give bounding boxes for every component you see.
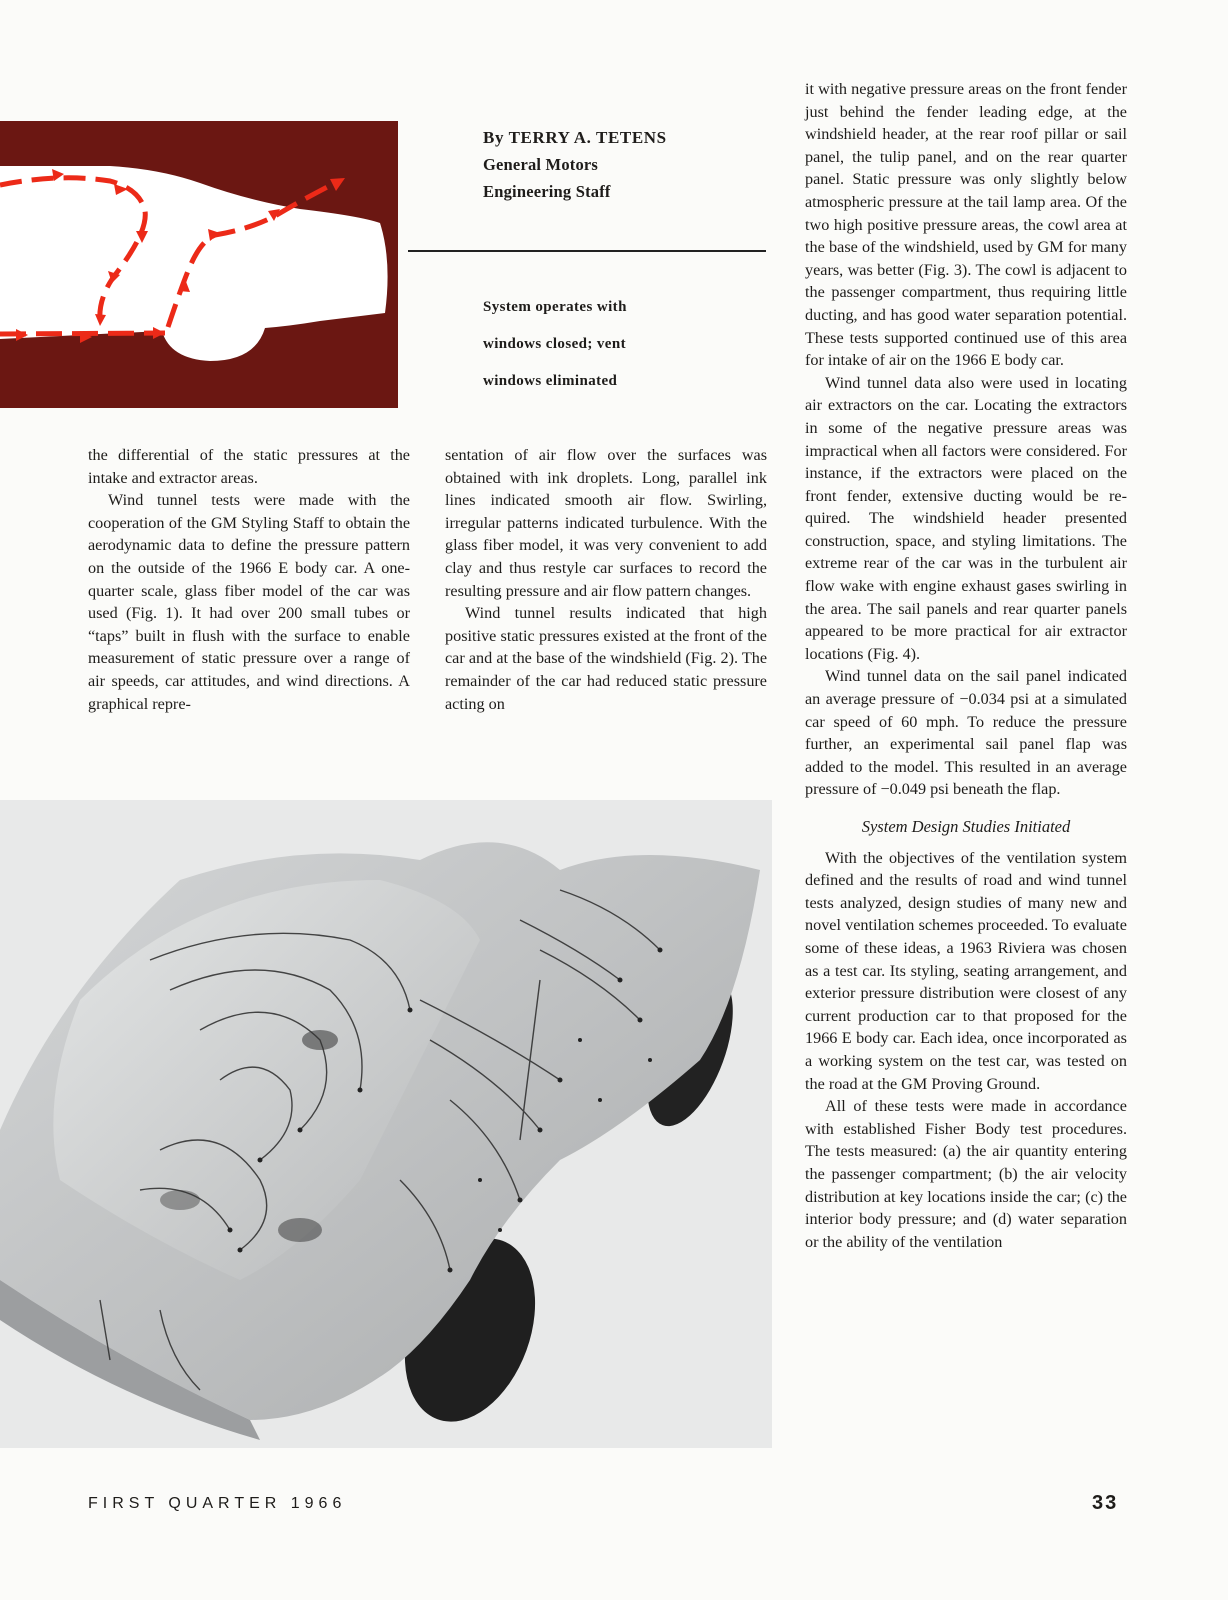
paragraph: Wind tunnel results indicated that high positive static pressures existed at the front of the car and at the base of the windshield (Fig. 2). The remainder of the car had reduced static pressure acting on [445,604,767,713]
paragraph: sentation of air flow over the surfaces was obtained with ink droplets. Long, parallel ink lines indicated smooth air flow. Swirling, irregular patterns indicated turbulence. With the glass fiber model, it was very convenient to add clay and thus restyle car surfaces to record the resulting pressure and air flow pattern changes. [445,446,767,600]
paragraph: it with negative pressure areas on the front fender just behind the fender leading edge, at the windshield header, at the rear roof pillar or sail panel, the tulip panel, and on the rear quarter panel. Static pressure was only slightly below atmospheric pressure at the tail lamp area. Of the two high positive pressure areas, the cowl area at the base of the windshield, used by GM for many years, was better (Fig. 3). The cowl is adjacent to the passenger compartment, thus requiring little ducting, and has good water separation potential. These tests supported continued use of this area for intake of air on the 1966 E body car. [805,80,1127,370]
pull-quote [483,289,763,400]
text-column-2 [445,444,767,715]
pull-quote-line: windows eliminated [483,373,618,389]
paragraph: Wind tunnel data also were used in locating air extractors on the car. Locating the extractors in some of the negative pressure areas was impractical when all factors were considered. For instance, if the extractors were placed on the front fender, extensive ducting would be required. The windshield header presented construction, space, and styling limitations. The extreme rear of the car was in the turbulent air flow wake with engine exhaust gases swirling in the area. The sail panels and rear quarter panels appeared to be more practical for air extractor locations (Fig. 4). [805,373,1127,663]
text-column-3 [805,78,1127,1253]
car-model-image-icon [0,800,772,1448]
section-subheading: System Design Studies Initiated [861,817,1071,836]
pull-quote-line: System operates with [483,299,627,315]
text-column-1 [88,444,410,715]
paragraph: Wind tunnel tests were made with the cooperation of the GM Styling Staff to obtain the aerodynamic data to define the pressure pattern on the outside of the 1966 E body car. A one-quarter scale, glass fiber model of the car was used (Fig. 1). It had over 200 small tubes or “taps” built in flush with the surface to enable measurement of static pressure over a range of air speeds, car attitudes, and wind directions. A graphical repre- [88,491,410,713]
author-department: Engineering Staff [483,182,611,201]
pull-quote-line: windows closed; vent [483,336,627,352]
paragraph: Wind tunnel data on the sail panel indicated an average pressure of −0.034 psi at a simulated car speed of 60 mph. To reduce the pressure further, an experimental sail panel flap was added to the model. This resulted in an average pressure of −0.049 psi beneath the flap. [805,667,1127,799]
paragraph: the differential of the static pressures at the intake and extractor areas. [88,446,410,487]
publication-issue: FIRST QUARTER 1966 [88,1495,347,1512]
author-name: By TERRY A. TETENS [483,128,667,147]
byline [483,124,763,205]
paragraph: With the objectives of the ventilation system defined and the results of road and wind tunnel tests analyzed, design studies of many new and novel ventilation schemes proceeded. To evaluate some of these ideas, a 1963 Riviera was chosen as a test car. Its styling, seating arrangement, and exterior pressure distribution were closest of any current production car to that proposed for the 1966 E body car. Each idea, once incorporated as a working system on the test car, was tested on the road at the GM Proving Ground. [805,848,1127,1093]
airflow-arrows-icon [0,121,398,408]
paragraph: All of these tests were made in accordance with established Fisher Body test procedures. The tests measured: (a) the air quantity entering the passenger compartment; (b) the air velocity distribution at key locations inside the car; (c) the interior body pressure; and (d) water separation or the ability of the ventilation [805,1097,1127,1251]
page-number: 33 [1092,1492,1119,1514]
car-model-photo [0,800,772,1448]
byline-divider [408,250,766,252]
airflow-diagram-figure [0,121,398,408]
author-org: General Motors [483,155,599,174]
